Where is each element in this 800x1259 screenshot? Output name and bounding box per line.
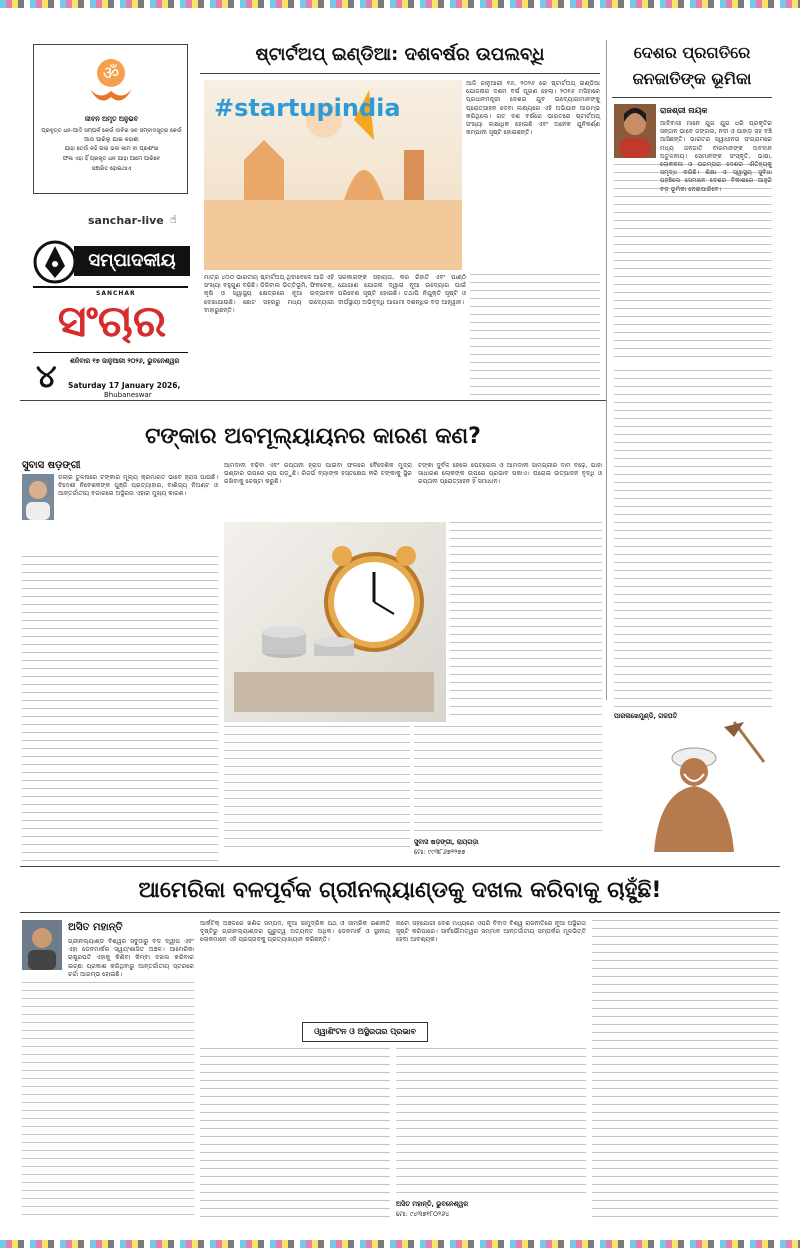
ad-line-1: ଜୀବନ ଅମୃତ ଅନୁଭବ (84, 115, 139, 123)
startup-body-col3: ସରକାରଙ୍କ ସହାୟତା, କର ରିହାତି ଏବଂ ପାଣ୍ଠି ଯୋଗାଣ ଯୋଜନା ଦ୍ୱାରା ନୂଆ ଉଦ୍ୟୋଗ ପାଇଁ ପରିବେଶ ସୃଷ୍ଟି ହୋଇଛି। ତଥାପି ନିଯୁକ୍ତି ସୃଷ୍ଟି ଓ ଦୀର୍ଘସ୍ଥାୟୀ ଅଭିବୃଦ୍ଧି ଆଗାମୀ ଦଶନ୍ଧିର ବଡ଼ ଆହ୍ୱାନ। (338, 274, 466, 306)
city-english: Bhubaneswar (104, 391, 152, 399)
rupee-body-col5 (414, 726, 602, 836)
rupee-clock-image (224, 522, 446, 722)
ad-box (33, 44, 188, 194)
rupee-byline: ସୁବାସ ଷଡ଼ଙ୍ଗୀ (22, 460, 81, 471)
startup-image (204, 80, 462, 270)
masthead-title: ସଂଚାର (57, 296, 167, 347)
column-divider-right (606, 40, 607, 700)
startup-hashtag: #startupindia (214, 94, 401, 122)
startup-body-col2: ମାତ୍ର ୪୦୦ ଭାରତୀୟ ଷ୍ଟାର୍ଟଅପ୍ ଥିବାବେଳେ ଆଜି ଏହି ସଂଖ୍ୟା ବହୁଗୁଣ ବଢ଼ିଛି। ଡିଜିଟାଲ ଭିତ୍ତିଭୂମି, ଫିନଟେକ୍, କୃଷି ଓ ସ୍ୱାସ୍ଥ୍ୟ କ୍ଷେତ୍ରରେ ନୂଆ ଉଦ୍ଭାବନ ଦେଖାଯାଉଛି। ଛୋଟ ସହରରୁ ମଧ୍ୟ ଉଦ୍ୟୋଗୀ ବାହାରୁଛନ୍ତି। (204, 274, 334, 314)
date-english: Saturday 17 January 2026, (68, 381, 181, 390)
rupee-headline: ଟଙ୍କାର ଅବମୂଲ୍ୟାୟନର କାରଣ କଣ? (145, 424, 481, 449)
greenland-phone: ମୋ: ୯୪୩୭୧୮୦୨୬୪ (396, 1210, 450, 1218)
greenland-body-col3: ନାଟୋ ସହଯୋଗୀ ଦେଶ ମଧ୍ୟରେ ଏପରି ବିବାଦ ବିଶ୍ୱ ରାଜନୀତିରେ ନୂଆ ଅସ୍ଥିରତା ସୃଷ୍ଟି କରିପାରେ। ସାର୍ବଭୌମତ୍ୱର ସମ୍ମାନ ଆନ୍ତର୍ଜାତୀୟ ସମ୍ପର୍କର ମୂଳଭିତ୍ତି ହେବା ଆବଶ୍ୟକ। (396, 920, 586, 944)
greenland-signoff: ଅସିତ ମହାନ୍ତି, ଭୁବନେଶ୍ୱର (396, 1200, 469, 1208)
tribal-headline-line2: ଜନଜାତିଙ୍କ ଭୂମିକା (632, 69, 752, 88)
greenland-body-col4 (592, 920, 778, 1222)
rupee-body-col3-cont (450, 522, 602, 722)
tribal-body-text-2 (614, 370, 772, 710)
tribal-signoff: ପାରଳାଖେମୁଣ୍ଡି, ଗଜପତି (614, 712, 678, 720)
cursor-icon: ☝ (170, 213, 177, 226)
masthead-small-label: SANCHAR (96, 290, 136, 297)
rupee-body-col3: ଟଙ୍କା ଦୁର୍ବଳ ହେଲେ ପେଟ୍ରୋଲ ଓ ଆମଦାନୀ ସାମଗ୍ରୀର ଦାମ ବଢ଼େ, ଯାହା ସାଧାରଣ ଲୋକଙ୍କ ଉପରେ ପ୍ରଭାବ ପକାଏ। ଘରୋଇ ଉତ୍ପାଦନ ବୃଦ୍ଧି ଓ ରପ୍ତାନୀ ପ୍ରୋତ୍ସାହନ ହିଁ ସମାଧାନ। (418, 462, 602, 486)
editorial-section-label: ସମ୍ପାଦକୀୟ (74, 246, 190, 276)
greenland-top-rule (20, 866, 780, 867)
greenland-body-intro: ଗ୍ରୀନଲ୍ୟାଣ୍ଡ ବିଶ୍ୱର ସବୁଠାରୁ ବଡ଼ ଦ୍ୱୀପ ଏବଂ ଏହା ଡେନମାର୍କର ସ୍ୱୟଂଶାସିତ ଅଞ୍ଚଳ। ଆମେରିକା ରାଷ୍ଟ୍ରପତି ଏହାକୁ କିଣିବା କିମ୍ବା ଦଖଲ କରିବାର ଇଚ୍ଛା ପ୍ରକାଶ କରିଥିବାରୁ ଆନ୍ତର୍ଜାତୀୟ ସ୍ତରରେ ଚର୍ଚ୍ଚା ଆରମ୍ଭ ହୋଇଛି। (68, 938, 194, 978)
tribal-body-intro: ଆଦିବାସୀ ମାନେ ଯୁଗ ଯୁଗ ଧରି ପ୍ରକୃତିର ସନ୍ତାନ ଭାବେ ଜଙ୍ଗଲ, ନଦୀ ଓ ପାହାଡ଼ ସହ ବଞ୍ଚି ଆସିଛନ୍ତି। ଭାରତର ସ୍ୱାଧୀନତା ସଂଗ୍ରାମରେ ମଧ୍ୟ ଜନଜାତି ବୀରମାନଙ୍କ ଅବଦାନ ଅତୁଳନୀୟ। ସେମାନଙ୍କ ସଂସ୍କୃତି, ଭାଷା, ଲୋକକଳା ଓ ପରମ୍ପରା ଦେଶର ଐତିହ୍ୟକୁ ସମୃଦ୍ଧ କରିଛି। ଶିକ୍ଷା ଓ ସ୍ୱାସ୍ଥ୍ୟ ସୁବିଧା ପହଞ୍ଚିଲେ ସେମାନେ ଦେଶର ବିକାଶରେ ଆହୁରି ବଡ଼ ଭୂମିକା ନେଇପାରିବେ। (660, 120, 772, 193)
greenland-headline: ଆମେରିକା ବଳପୂର୍ବକ ଗ୍ରୀନଲ୍ୟାଣ୍ଡକୁ ଦଖଲ କରିବାକୁ ଚାହୁଁଛି! (138, 878, 662, 903)
startup-body-col4 (470, 274, 600, 396)
svg-text:ॐ: ॐ (102, 63, 120, 84)
tribal-byline: ରାଜଶ୍ରୀ ନାୟକ (660, 106, 708, 115)
greenland-body-col1 (22, 982, 194, 1222)
startup-headline-rule (200, 73, 600, 74)
om-logo (82, 51, 140, 109)
tribal-rule (612, 97, 772, 98)
masthead-rule (33, 286, 188, 288)
greenland-author-photo (22, 920, 62, 970)
rupee-author-photo (22, 474, 54, 520)
rupee-body-col1-cont (22, 556, 218, 862)
tribal-illustration (614, 722, 774, 852)
ad-line-4: ଫଳା ଏହା ହିଁ ପ୍ରକୃତ ଧନ ଯାହା ଆମେ ପାରିବେ (62, 156, 161, 162)
greenland-byline: ଅସିତ ମହାନ୍ତି (68, 922, 123, 933)
ad-line-3: ଯାହା ତେଉଁ କହି ଗଲା ଭଲ କାମ ବା ପ୍ରଶଂସା (64, 146, 159, 152)
pen-nib-icon (33, 240, 77, 284)
rupee-body-col2: ଆମଦାନୀ ବଢ଼ିବା ଏବଂ ରପ୍ତାନୀ ହ୍ରାସ ପାଇବା ଫଳରେ ବୈଦେଶିକ ମୁଦ୍ରା ଭଣ୍ଡାର ଉପରେ ଚାପ ପଡ଼ୁଛି। ରିଜର୍ଭ ବ୍ୟାଙ୍କ ହସ୍ତକ୍ଷେପ କରି ଟଙ୍କାକୁ ସ୍ଥିର ରଖିବାକୁ ଚେଷ୍ଟା କରୁଛି। (224, 462, 412, 486)
registration-strip-top (0, 0, 800, 8)
greenland-subhead: ଓ୍ୱାଶିଂଟନ ଓ ଅସ୍ଥିରତାର ପ୍ରଭାବ (302, 1022, 428, 1042)
tribal-author-photo (614, 104, 656, 158)
page-number: ୪ (36, 357, 57, 395)
rupee-signoff: ସୁବାସ ଷଡ଼ଙ୍ଗୀ, ରାୟଗଡ଼ା (414, 838, 479, 846)
greenland-body-col2-cont (200, 1048, 390, 1222)
masthead-rule-2 (33, 352, 188, 353)
tribal-body-text (614, 164, 772, 364)
ad-line-2: ପ୍ରବୃତ୍ତ ଧନ-ଆଦି ସମ୍ପର୍କ କେଉଁ ଦାବିର ସବ ସମ୍ବାଦସୂତ୍ର କେଉଁ ଆଉ ପାରିଲୁ ଯାଇ କହାଣୀ (41, 128, 182, 143)
startup-body-col1: ଆଜି ଜାନୁଆରୀ ୧୬, ୨୦୨୬ ରେ ଷ୍ଟାର୍ଟଅପ୍ ଇଣ୍ଡିଆ ଯୋଜନାର ଦଶମ ବର୍ଷ ପୂରଣ ହେଲା। ୨୦୧୬ ମସିହାରେ ପ୍ରଧାନମନ୍ତ୍ରୀ ଦେଶର ଯୁବ ଉଦ୍ୟୋଗୀମାନଙ୍କୁ ପ୍ରୋତ୍ସାହନ ଦେବା ଲକ୍ଷ୍ୟରେ ଏହି ଅଭିଯାନ ଆରମ୍ଭ କରିଥିଲେ। ଗତ ଦଶ ବର୍ଷରେ ଭାରତରେ ଷ୍ଟାର୍ଟଅପ୍ ସଂଖ୍ୟା ଲକ୍ଷାଧିକ ହୋଇଛି ଏବଂ ଅନେକ ଯୁନିକର୍ଣ୍ଣ କମ୍ପାନୀ ସୃଷ୍ଟି ହୋଇଛନ୍ତି। (466, 80, 600, 137)
greenland-headline-rule (20, 912, 780, 913)
website-link[interactable]: sanchar-live (88, 214, 164, 227)
startup-headline: ଷ୍ଟାର୍ଟଅପ୍ ଇଣ୍ଡିଆ: ଦଶବର୍ଷର ଉପଲବ୍ଧି (255, 44, 545, 65)
tribal-headline-line1: ଦେଶର ପ୍ରଗତିରେ (633, 43, 751, 62)
ad-line-5: ସଞ୍ଚାରିତ ହୋଇଥାଏ (91, 166, 132, 172)
rupee-top-rule (20, 400, 606, 401)
greenland-body-col2: ଆର୍କଟିକ୍ ଅଞ୍ଚଳରେ ଖଣିଜ ସମ୍ପଦ, ନୂଆ ସାମୁଦ୍ରିକ ପଥ ଓ ସାମରିକ ରଣନୀତି ଦୃଷ୍ଟିରୁ ଗ୍ରୀନଲ୍ୟାଣ୍ଡର ଗୁରୁତ୍ୱ ଅତ୍ୟନ୍ତ ଅଧିକ। ଡେନମାର୍କ ଓ ସ୍ଥାନୀୟ ଲୋକମାନେ ଏହି ପ୍ରସ୍ତାବକୁ ପ୍ରତ୍ୟାଖ୍ୟାନ କରିଛନ୍ତି। (200, 920, 390, 944)
date-odia: ଶନିବାର ୧୭ ଜାନୁଆରୀ ୨୦୨୬, ଭୁବନେଶ୍ୱର (70, 357, 180, 365)
rupee-body-col4 (224, 726, 410, 852)
greenland-body-col3-cont (396, 1048, 586, 1198)
registration-strip-bottom (0, 1240, 800, 1248)
rupee-body-col1: ଡଲାର ତୁଳନାରେ ଟଙ୍କାର ମୂଲ୍ୟ କ୍ରମାଗତ ଭାବେ ହ୍ରାସ ପାଉଛି। ବିଦେଶୀ ନିବେଶକଙ୍କ ପୁଞ୍ଜି ପ୍ରତ୍ୟାହାର, ବାଣିଜ୍ୟ ନିଅଣ୍ଟ ଓ ଆନ୍ତର୍ଜାତୀୟ ବଜାରରେ ଅସ୍ଥିରତା ଏହାର ମୁଖ୍ୟ କାରଣ। (58, 474, 218, 498)
rupee-phone: ମୋ: ୯୯୩୮୬୭୨୨୭୭ (414, 848, 466, 856)
